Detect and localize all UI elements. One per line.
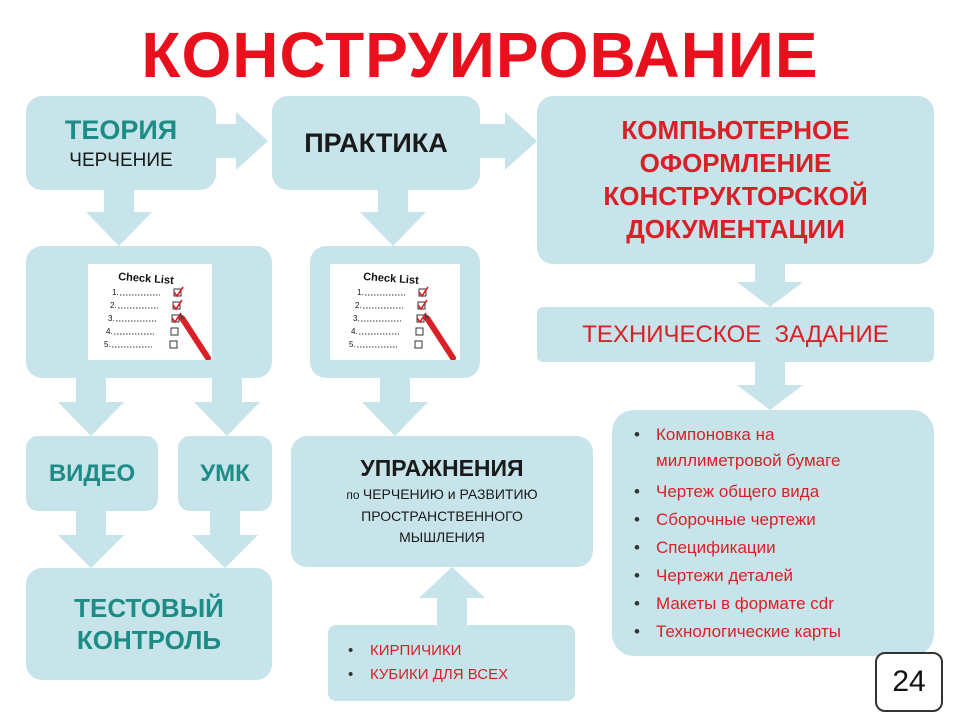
blocks-item-bricks: • КИРПИЧИКИ [346, 639, 575, 663]
blocks-box [328, 625, 575, 701]
documents-item-assembly: • Сборочные чертежи [632, 506, 924, 534]
practice-heading: ПРАКТИКА [304, 127, 448, 158]
blocks-list [346, 639, 575, 687]
theory-heading: ТЕОРИЯ [64, 114, 178, 145]
svg-text:4.: 4. [351, 327, 358, 336]
documents-item-specifications: • Спецификации [632, 534, 924, 562]
documents-box [612, 410, 934, 656]
page-title: КОНСТРУИРОВАНИЕ [141, 19, 819, 91]
exercises-heading: УПРАЖНЕНИЯ [360, 455, 524, 481]
svg-text:3.: 3. [108, 314, 115, 323]
arrow-blocks-to-exercises [419, 567, 485, 625]
exercises-line-2: ПРОСТРАНСТВЕННОГО [361, 508, 523, 524]
checklist-title: Check List [362, 271, 420, 287]
theory-box [26, 96, 216, 190]
arrow-umk-to-test [192, 511, 258, 568]
checklist-box-practice [310, 246, 480, 378]
computer-docs-box [537, 96, 934, 264]
svg-text:4.: 4. [106, 327, 113, 336]
page-number: 24 [875, 652, 943, 712]
theory-subheading: ЧЕРЧЕНИЕ [69, 149, 173, 171]
svg-text:1.: 1. [112, 288, 119, 297]
checklist-image [88, 264, 212, 360]
test-control-line-1: ТЕСТОВЫЙ [74, 593, 224, 623]
svg-text:2.: 2. [110, 301, 117, 310]
blocks-item-cubes: • КУБИКИ ДЛЯ ВСЕХ [346, 663, 575, 687]
documents-item-process-charts: • Технологические карты [632, 618, 924, 646]
exercises-line-1-prefix: по [346, 488, 363, 502]
svg-text:5.: 5. [349, 340, 356, 349]
test-control-box [26, 568, 272, 680]
documents-list [632, 422, 924, 646]
documents-item-general-view: • Чертеж общего вида [632, 478, 924, 506]
computer-docs-line-2: ОФОРМЛЕНИЕ [639, 148, 832, 178]
exercises-line-3: МЫШЛЕНИЯ [399, 529, 485, 545]
umk-box [178, 436, 272, 511]
tech-task-label: ТЕХНИЧЕСКОЕ ЗАДАНИЕ [582, 320, 889, 348]
arrow-video-to-test [58, 511, 124, 568]
documents-item-layout: • Компоновка на миллиметровой бумаге [632, 422, 924, 474]
arrow-check1-to-video [58, 378, 124, 436]
checklist-box-theory [26, 246, 272, 378]
arrow-computer-down [737, 264, 803, 307]
practice-box [272, 96, 480, 190]
tech-task-box [537, 307, 934, 362]
arrow-techtask-down [737, 362, 803, 410]
svg-text:5.: 5. [104, 340, 111, 349]
checklist-image [330, 264, 460, 360]
arrow-practice-down [360, 190, 426, 246]
umk-label: УМК [200, 459, 250, 487]
arrow-practice-to-computer [480, 112, 537, 170]
test-control-line-2: КОНТРОЛЬ [76, 625, 222, 655]
exercises-box [291, 436, 593, 567]
arrow-theory-down [86, 190, 152, 246]
computer-docs-line-4: ДОКУМЕНТАЦИИ [626, 214, 845, 244]
documents-item-part-drawings: • Чертежи деталей [632, 562, 924, 590]
arrow-check1-to-umk [194, 378, 260, 436]
svg-text:3.: 3. [353, 314, 360, 323]
computer-docs-line-3: КОНСТРУКТОРСКОЙ [603, 181, 868, 211]
exercises-line-1-main: ЧЕРЧЕНИЮ и РАЗВИТИЮ [362, 486, 538, 502]
checklist-title: Check List [117, 271, 175, 287]
svg-text:2.: 2. [355, 301, 362, 310]
arrow-theory-to-practice [214, 112, 268, 170]
video-label: ВИДЕО [48, 459, 136, 487]
exercises-line-1 [346, 484, 537, 506]
video-box [26, 436, 158, 511]
svg-text:1.: 1. [357, 288, 364, 297]
computer-docs-line-1: КОМПЬЮТЕРНОЕ [621, 115, 850, 145]
arrow-check2-to-exercises [362, 378, 428, 436]
documents-item-cdr-mockups: • Макеты в формате cdr [632, 590, 924, 618]
